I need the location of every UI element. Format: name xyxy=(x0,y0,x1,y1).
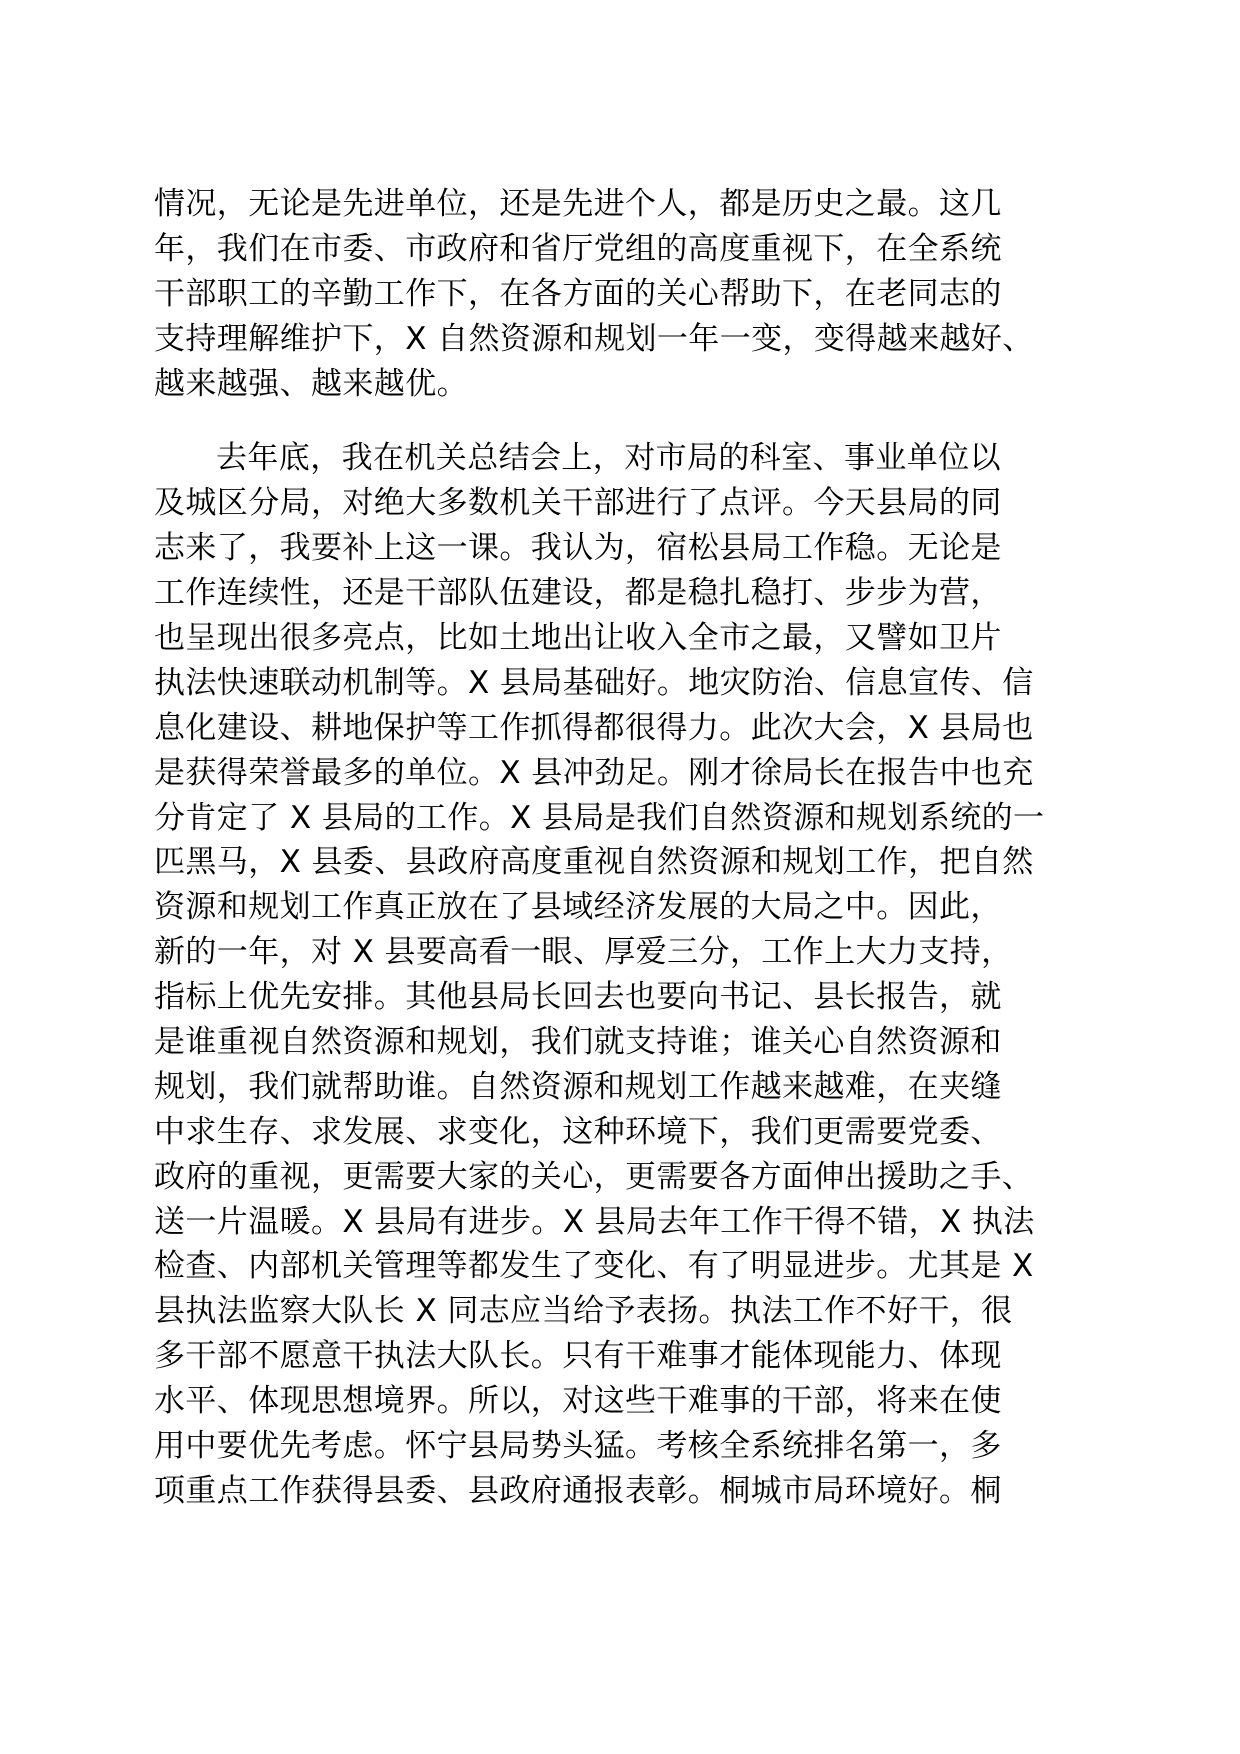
paragraph-spacer xyxy=(154,406,1094,436)
text-line: 志来了，我要补上这一课。我认为，宿松县局工作稳。无论是 xyxy=(154,530,1002,567)
text-line: 送一片温暖。X 县局有进步。X 县局去年工作干得不错，X 执法 xyxy=(154,1203,1035,1240)
text-line: 及城区分局，对绝大多数机关干部进行了点评。今天县局的同 xyxy=(154,485,1002,522)
text-line: 资源和规划工作真正放在了县域经济发展的大局之中。因此， xyxy=(154,889,1002,926)
text-line: 息化建设、耕地保护等工作抓得都很得力。此次大会，X 县局也 xyxy=(154,709,1034,746)
text-line: 检查、内部机关管理等都发生了变化、有了明显进步。尤其是 X xyxy=(154,1248,1034,1285)
text-line: 是谁重视自然资源和规划，我们就支持谁；谁关心自然资源和 xyxy=(154,1024,1002,1061)
text-line: 中求生存、求发展、求变化，这种环境下，我们更需要党委、 xyxy=(154,1113,1002,1150)
text-line: 匹黑马，X 县委、县政府高度重视自然资源和规划工作，把自然 xyxy=(154,844,1034,881)
text-line: 新的一年，对 X 县要高看一眼、厚爱三分，工作上大力支持， xyxy=(154,934,1013,971)
document-body xyxy=(154,182,1094,1514)
text-line: 项重点工作获得县委、县政府通报表彰。桐城市局环境好。桐 xyxy=(154,1472,1002,1509)
text-line: 政府的重视，更需要大家的关心，更需要各方面伸出援助之手、 xyxy=(154,1158,1034,1195)
text-line: 越来越强、越来越优。 xyxy=(154,365,468,402)
text-line: 多干部不愿意干执法大队长。只有干难事才能体现能力、体现 xyxy=(154,1338,1002,1375)
text-line: 年，我们在市委、市政府和省厅党组的高度重视下，在全系统 xyxy=(154,230,1002,267)
text-line: 县执法监察大队长 X 同志应当给予表扬。执法工作不好干，很 xyxy=(154,1293,1013,1330)
text-line: 规划，我们就帮助谁。自然资源和规划工作越来越难，在夹缝 xyxy=(154,1068,1002,1105)
text-line: 情况，无论是先进单位，还是先进个人，都是历史之最。这几 xyxy=(154,186,1002,222)
text-line: 也呈现出很多亮点，比如土地出让收入全市之最，又譬如卫片 xyxy=(154,620,1002,657)
text-line: 执法快速联动机制等。X 县局基础好。地灾防治、信息宣传、信 xyxy=(154,664,1034,701)
text-line: 指标上优先安排。其他县局长回去也要向书记、县长报告，就 xyxy=(154,979,1002,1016)
text-line: 工作连续性，还是干部队伍建设，都是稳扎稳打、步步为营， xyxy=(154,575,1002,612)
text-line: 用中要优先考虑。怀宁县局势头猛。考核全系统排名第一，多 xyxy=(154,1428,1002,1465)
text-line: 是获得荣誉最多的单位。X 县冲劲足。刚才徐局长在报告中也充 xyxy=(154,754,1034,791)
paragraph-2 xyxy=(154,436,1094,1513)
paragraph-1 xyxy=(154,182,1094,406)
text-line-first-indented: 去年底，我在机关总结会上，对市局的科室、事业单位以 xyxy=(216,440,1001,477)
text-line: 干部职工的辛勤工作下，在各方面的关心帮助下，在老同志的 xyxy=(154,275,1002,312)
text-line: 支持理解维护下，X 自然资源和规划一年一变，变得越来越好、 xyxy=(154,320,1034,357)
text-line: 分肯定了 X 县局的工作。X 县局是我们自然资源和规划系统的一 xyxy=(154,799,1045,836)
text-line: 水平、体现思想境界。所以，对这些干难事的干部，将来在使 xyxy=(154,1383,1002,1420)
